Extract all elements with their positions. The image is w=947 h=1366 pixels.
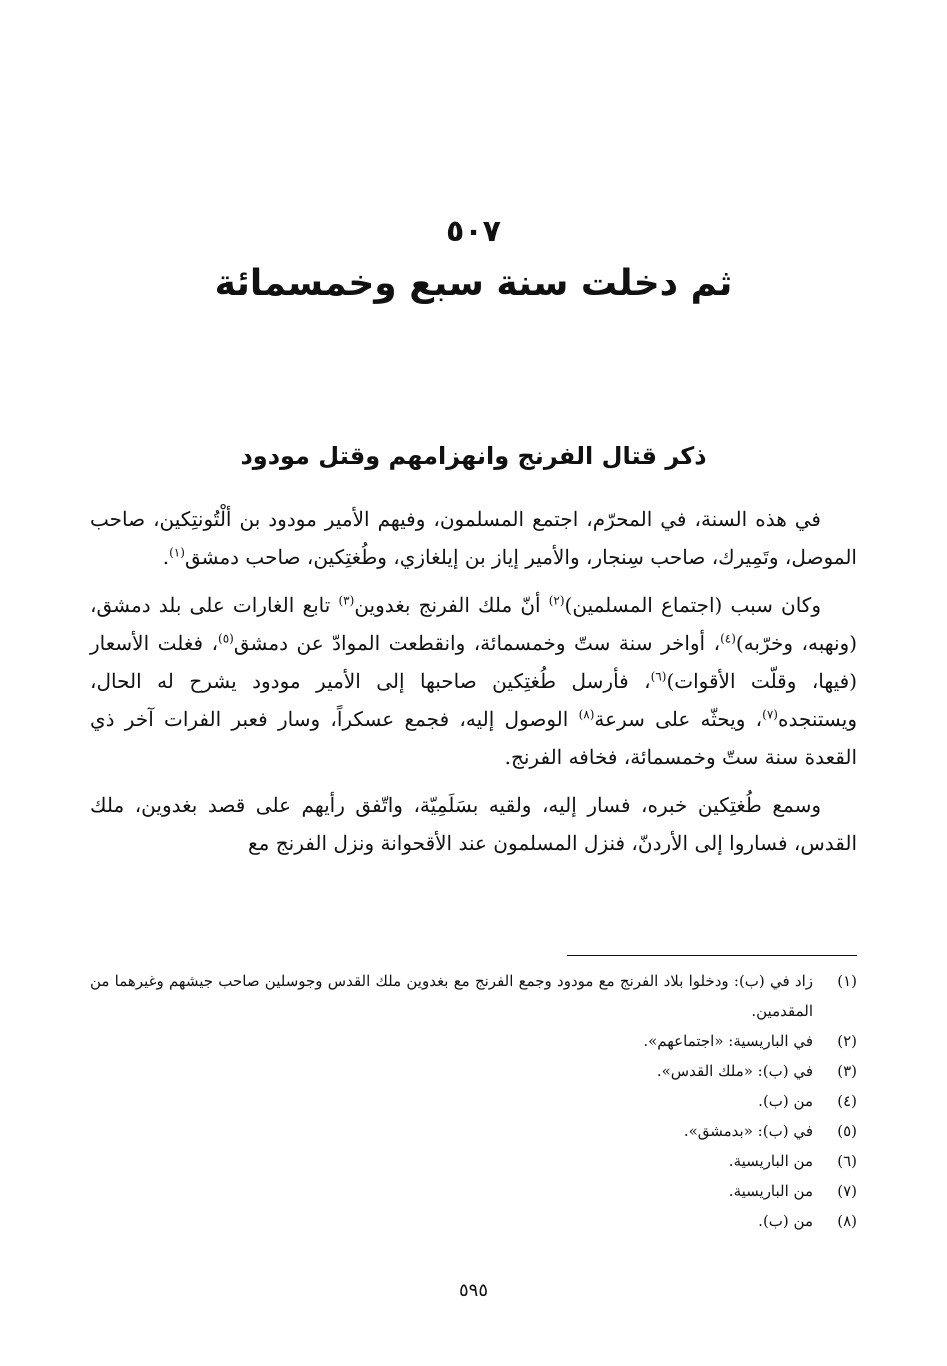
footnote (90, 1116, 857, 1146)
footnote-ref: (٤) (720, 631, 736, 646)
footnote-text: من (ب). (758, 1212, 813, 1230)
footnote-number: (٥) (837, 1122, 857, 1140)
year-number: ٥٠٧ (446, 214, 501, 249)
footnote-number: (٤) (837, 1092, 857, 1110)
body-text (90, 500, 857, 872)
footnote-number: (٨) (837, 1212, 857, 1230)
paragraph-1 (90, 500, 857, 576)
paragraph-2 (90, 586, 857, 776)
footnote-text: في (ب): «بدمشق». (683, 1122, 813, 1140)
footnote (90, 1176, 857, 1206)
footnote-number: (١) (837, 972, 857, 990)
paragraph-text: ، أواخر سنة ستّ وخمسمائة، وانقطعت الموادّ عن دمشق (233, 631, 721, 655)
footnote-number: (٣) (837, 1062, 857, 1080)
footnote-text: في الباريسية: «اجتماعهم». (643, 1032, 813, 1050)
paragraph-text: ، فأرسل طُغتِكين صاحبها إلى الأمير مودود يشرح له الحال، ويستنجده (90, 669, 857, 731)
paragraph-text: أنّ ملك الفرنج بغدوين (354, 593, 549, 617)
paragraph-text: ، ويحثّه على سرعة (594, 707, 763, 731)
footnotes (90, 966, 857, 1236)
chapter-title: ثم دخلت سنة سبع وخمسمائة (214, 263, 733, 304)
section-heading: ذكر قتال الفرنج وانهزامهم وقتل مودود (240, 442, 707, 470)
paragraph-3 (90, 786, 857, 862)
footnote (90, 1206, 857, 1236)
paragraph-text: . (162, 545, 170, 569)
footnote-ref: (٢) (548, 593, 565, 608)
footnote-ref: (٦) (650, 669, 667, 684)
footnote (90, 1026, 857, 1056)
footnote (90, 1056, 857, 1086)
footnote (90, 1086, 857, 1116)
paragraph-text: ، فغلت الأسعار (فيها، وقلّت الأقوات) (90, 631, 857, 693)
footnote-text: من الباريسية. (728, 1152, 813, 1170)
paragraph-text: في هذه السنة، في المحرّم، اجتمع المسلمون، وفيهم الأمير مودود بن ألْتُونتِكين، صاحب الموصل، وتَمِيرك، صاحب سِنجار، والأمير إياز بن إيلغازي، وطُغتِكين، صاحب دمشق (90, 507, 857, 569)
footnote-text: زاد في (ب): ودخلوا بلاد الفرنج مع مودود وجمع الفرنج مع بغدوين ملك القدس وجوسلين صاحب جيشهم وغيرهما من المقدمين. (90, 972, 813, 1020)
footnote-ref: (٣) (338, 593, 355, 608)
footnote-number: (٢) (837, 1032, 857, 1050)
footnote-ref: (١) (169, 545, 185, 560)
paragraph-text: وكان سبب (اجتماع المسلمين) (564, 593, 821, 617)
page-number: ٥٩٥ (458, 1280, 488, 1301)
footnote-text: من الباريسية. (728, 1182, 813, 1200)
footnote (90, 966, 857, 1026)
footnote-number: (٦) (837, 1152, 857, 1170)
footnote (90, 1146, 857, 1176)
footnote-ref: (٧) (762, 707, 778, 722)
footnote-divider (567, 955, 857, 956)
paragraph-text: الوصول إليه، فجمع عسكراً، وسار فعبر الفرات آخر ذي القعدة سنة ستّ وخمسمائة، فخافه الفرنج. (90, 707, 857, 769)
footnote-text: من (ب). (758, 1092, 813, 1110)
paragraph-text: تابع الغارات على بلد دمشق، (ونهبه، وخرّبه) (90, 593, 857, 655)
footnote-ref: (٨) (578, 707, 595, 722)
footnote-number: (٧) (837, 1182, 857, 1200)
paragraph-text: وسمع طُغتِكين خبره، فسار إليه، ولقيه بسَلَمِيّة، واتّفق رأيهم على قصد بغدوين، ملك القدس، فساروا إلى الأردنّ، فنزل المسلمون عند الأقحوانة ونزل الفرنج مع (90, 793, 857, 855)
footnote-ref: (٥) (218, 631, 234, 646)
footnote-text: في (ب): «ملك القدس». (656, 1062, 813, 1080)
